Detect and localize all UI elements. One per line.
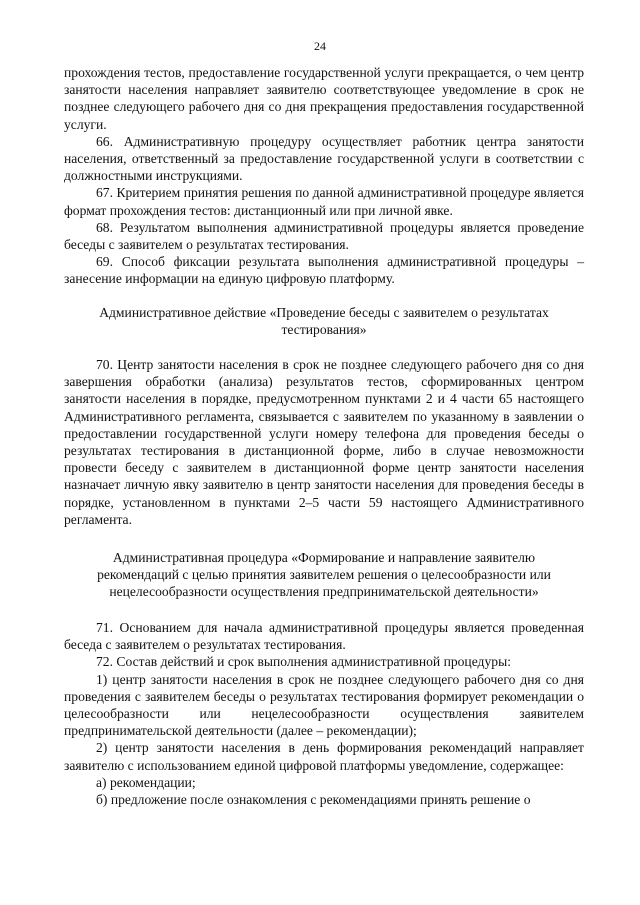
paragraph-70: 70. Центр занятости населения в срок не позднее следующего рабочего дня со дня завершения обработки (анализа) результатов тестов, сформированных центром занятости населения в порядке, предусмотренном пунктами 2 и 4 части 65 настоящего Административного регламента, связывается с заявителем по указанному в заявлении о предоставлении государственной услуги номеру телефона для проведения беседы о результатах тестирования в дистанционной форме, либо в случае невозможности провести беседу с заявителем в дистанционной форме центр занятости населения назначает личную явку заявителю в центр занятости населения для проведения беседы в порядке, установленном в пунктами 2–5 части 59 настоящего Административного регламента. — [64, 357, 584, 527]
page-number: 24 — [314, 39, 326, 53]
heading-line: Административное действие «Проведение беседы с заявителем о результатах — [99, 305, 549, 320]
heading-line: рекомендаций с целью принятия заявителем решения о целесообразности или — [97, 567, 551, 583]
list-item-2: 2) центр занятости населения в день формирования рекомендаций направляет заявителю с использованием единой цифровой платформы уведомление, содержащее: — [64, 740, 584, 773]
list-item-a: а) рекомендации; — [96, 774, 196, 790]
text-block-1 — [64, 64, 584, 288]
heading-line: Административная процедура «Формирование и направление заявителю — [112, 550, 536, 565]
list-item-1: 1) центр занятости населения в срок не позднее следующего рабочего дня со дня проведения с заявителем беседы о результатах тестирования формирует рекомендации о целесообразности или нецелесообразности осуществления заявителем предпринимательской деятельности (далее – рекомендации); — [64, 671, 584, 739]
text-block-3 — [64, 619, 584, 808]
paragraph-72: 72. Состав действий и срок выполнения административной процедуры: — [96, 654, 511, 670]
list-item-b: б) предложение после ознакомления с рекомендациями принять решение о — [96, 792, 531, 808]
paragraph-continuation: прохождения тестов, предоставление государственной услуги прекращается, о чем центр занятости населения направляет заявителю соответствующее уведомление в срок не позднее следующего рабочего дня со дня прекращения предоставления государственной услуги. — [64, 65, 584, 132]
paragraph-66: 66. Административную процедуру осуществляет работник центра занятости населения, ответственный за предоставление государственной услуги в соответствии с должностными инструкциями. — [64, 133, 584, 184]
text-block-2 — [64, 356, 584, 528]
heading-line: тестирования» — [281, 322, 367, 338]
paragraph-71: 71. Основанием для начала административной процедуры является проведенная беседа с заявителем о результатах тестирования. — [64, 620, 584, 653]
section-heading-procedure — [64, 549, 584, 601]
section-heading-action — [64, 304, 584, 338]
paragraph-68: 68. Результатом выполнения административной процедуры является проведение беседы с заявителем о результатах тестирования. — [64, 219, 584, 253]
heading-line: нецелесообразности осуществления предпринимательской деятельности» — [109, 584, 539, 600]
paragraph-69: 69. Способ фиксации результата выполнения административной процедуры – занесение информации на единую цифровую платформу. — [64, 254, 584, 287]
paragraph-67: 67. Критерием принятия решения по данной административной процедуре является формат прохождения тестов: дистанционный или при личной явке. — [64, 185, 584, 218]
